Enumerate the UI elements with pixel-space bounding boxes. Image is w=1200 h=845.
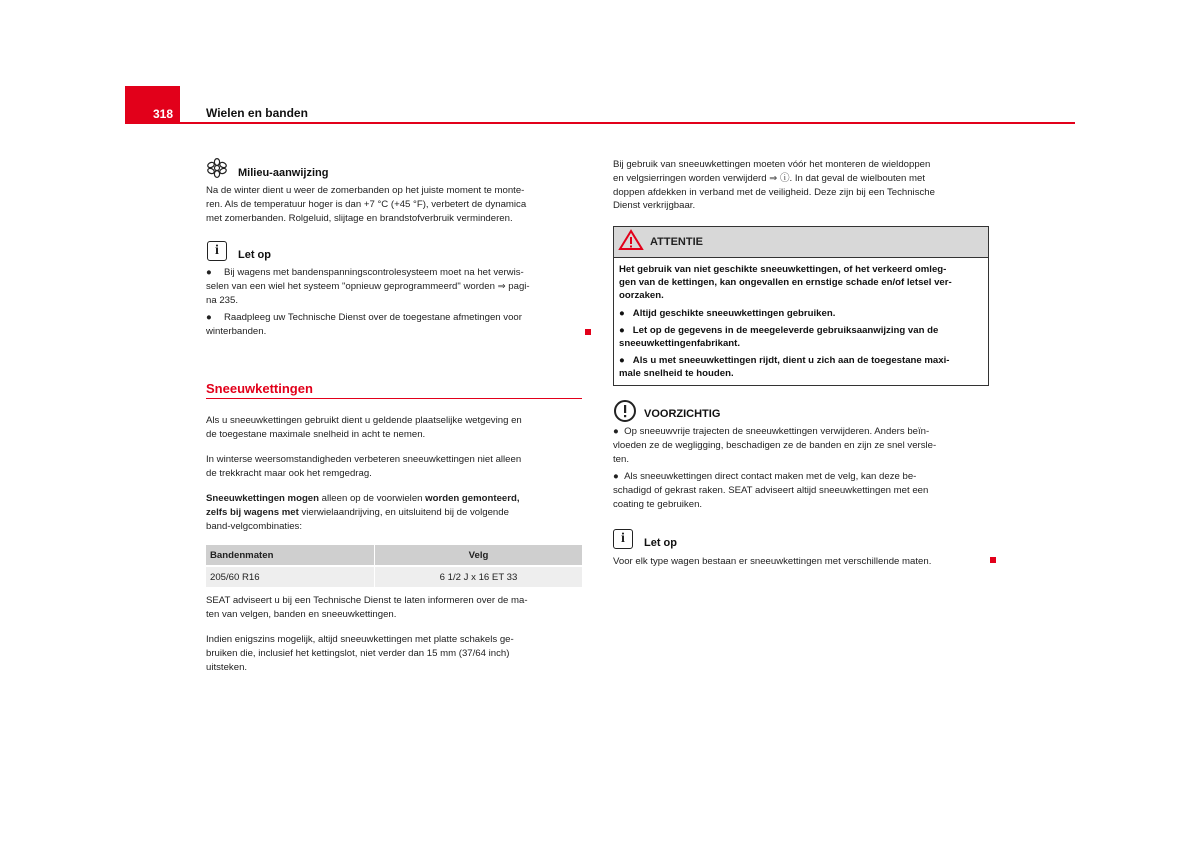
column-header: Velg: [375, 545, 583, 566]
list-item: [206, 266, 586, 280]
paragraph-line: uitsteken.: [206, 661, 248, 673]
warning-header: [614, 227, 988, 258]
milieu-title: Milieu-aanwijzing: [238, 167, 329, 179]
bullet-icon: ●: [206, 267, 212, 278]
caution-title: VOORZICHTIG: [644, 408, 721, 420]
column-header: Bandenmaten: [206, 545, 375, 566]
warning-line: Let op de gegevens in de meegeleverde gebruiksaanwijzing van de: [632, 324, 939, 336]
bullet-line: Als sneeuwkettingen direct contact maken met de velg, kan deze be-: [624, 471, 917, 483]
paragraph-line: de trekkracht maar ook het remgedrag.: [206, 467, 372, 479]
page-number: 318: [125, 86, 180, 124]
warning-body: [614, 258, 988, 390]
list-item: ● Let op de gegevens in de meegeleverde gebruiksaanwijzing van de sneeuwkettingenfabrikant.: [619, 324, 983, 350]
bullet-line: coating te gebruiken.: [613, 498, 703, 510]
warning-line: gen van de kettingen, kan ongevallen en ernstige schade en/of letsel ver-: [619, 277, 952, 289]
info-icon: i: [207, 241, 227, 261]
list-item: ● Als u met sneeuwkettingen rijdt, dient u zich aan de toegestane maxi- male snelheid te houden.: [619, 354, 983, 380]
list-item: [206, 311, 586, 325]
paragraph-line: Dienst verkrijgbaar.: [613, 200, 696, 212]
warning-line: Het gebruik van niet geschikte sneeuwkettingen, of het verkeerd omleg-: [619, 264, 947, 275]
caution-bullets: [613, 425, 993, 512]
paragraph: [206, 594, 586, 622]
warning-line: Altijd geschikte sneeuwkettingen gebruiken.: [632, 307, 836, 319]
letop-bullets: [206, 266, 586, 339]
end-marker: [585, 329, 591, 335]
paragraph-line: bruiken die, inclusief het kettingslot, niet verder dan 15 mm (37/64 inch): [206, 647, 510, 659]
warning-intro: [619, 263, 983, 303]
paragraph-line: band-velgcombinaties:: [206, 520, 302, 532]
warning-line: Als u met sneeuwkettingen rijdt, dient u zich aan de toegestane maxi-: [632, 355, 950, 367]
bold-text: worden gemonteerd,: [425, 493, 520, 504]
bold-text: zelfs bij wagens met: [206, 506, 299, 518]
paragraph-line: In winterse weersomstandigheden verbeteren sneeuwkettingen niet alleen: [206, 454, 522, 465]
bullet-line: vloeden ze de wegligging, beschadigen ze de banden en zijn ze snel versle-: [613, 439, 937, 451]
table-cell: 6 1/2 J x 16 ET 33: [375, 566, 583, 587]
paragraph-line: Indien enigszins mogelijk, altijd sneeuwkettingen met platte schakels ge-: [206, 634, 514, 645]
table-row: [206, 566, 582, 587]
letop-title: Let op: [644, 537, 677, 549]
environment-icon: [206, 158, 228, 183]
paragraph: [206, 633, 586, 674]
paragraph: [206, 492, 586, 533]
list-item: ● Op sneeuwvrije trajecten de sneeuwkettingen verwijderen. Anders beïn-: [613, 426, 930, 437]
section-heading: Sneeuwkettingen: [206, 381, 313, 396]
right-intro: [613, 158, 993, 213]
section-divider: [206, 398, 582, 399]
bullet-line: na 235.: [206, 294, 239, 306]
bold-text: Sneeuwkettingen mogen: [206, 493, 320, 504]
letop-text: Voor elk type wagen bestaan er sneeuwkettingen met verschillende maten.: [613, 556, 932, 567]
milieu-line: met zomerbanden. Rolgeluid, slijtage en brandstofverbruik verminderen.: [206, 212, 513, 224]
header-divider: [180, 122, 1075, 124]
paragraph-line: Als u sneeuwkettingen gebruikt dient u geldende plaatselijke wetgeving en: [206, 415, 522, 426]
paragraph-line: Bij gebruik van sneeuwkettingen moeten vóór het monteren de wieldoppen: [613, 159, 931, 170]
milieu-text: [206, 184, 586, 225]
milieu-line: ren. Als de temperatuur hoger is dan +7 °C (+45 °F), verbetert de dynamica: [206, 198, 527, 210]
paragraph-line: SEAT adviseert u bij een Technische Dienst te laten informeren over de ma-: [206, 595, 528, 606]
list-item: ● Als sneeuwkettingen direct contact maken met de velg, kan deze be-: [613, 471, 917, 483]
paragraph: [206, 414, 586, 442]
paragraph: [206, 453, 586, 481]
letop-title: Let op: [238, 249, 271, 261]
info-icon: i: [613, 529, 633, 549]
warning-triangle-icon: [618, 229, 644, 256]
warning-line: sneeuwkettingenfabrikant.: [619, 338, 741, 350]
bullet-icon: ●: [206, 312, 212, 324]
paragraph-line: en velgsierringen worden verwijderd ⇒ ⓘ. In dat geval de wielbouten met: [613, 172, 926, 184]
warning-title: ATTENTIE: [650, 236, 703, 248]
list-item: ● Altijd geschikte sneeuwkettingen gebruiken.: [619, 307, 836, 319]
size-table: [206, 545, 582, 587]
chapter-title: Wielen en banden: [206, 106, 308, 120]
milieu-line: Na de winter dient u weer de zomerbanden op het juiste moment te monte-: [206, 185, 525, 196]
warning-line: male snelheid te houden.: [619, 368, 734, 380]
bullet-line: Raadpleeg uw Technische Dienst over de toegestane afmetingen voor: [224, 312, 522, 324]
bullet-line: Op sneeuwvrije trajecten de sneeuwkettingen verwijderen. Anders beïn-: [624, 426, 930, 437]
caution-icon: [613, 399, 637, 428]
bullet-line: ten.: [613, 453, 630, 465]
bullet-line: Bij wagens met bandenspanningscontrolesysteem moet na het verwis-: [224, 267, 524, 278]
table-cell: 205/60 R16: [206, 566, 375, 587]
paragraph-line: ten van velgen, banden en sneeuwkettingen.: [206, 608, 397, 620]
end-marker: [990, 557, 996, 563]
paragraph-line: de toegestane maximale snelheid in acht te nemen.: [206, 428, 426, 440]
warning-line: oorzaken.: [619, 290, 664, 302]
text: alleen op de voorwielen: [319, 493, 426, 504]
warning-box: [613, 226, 989, 386]
paragraph-line: doppen afdekken in verband met de veiligheid. Deze zijn bij een Technische: [613, 186, 935, 198]
text: vierwielaandrijving, en uitsluitend bij de volgende: [298, 506, 509, 518]
bullet-line: schadigd of gekrast raken. SEAT adviseert altijd sneeuwkettingen met een: [613, 485, 929, 497]
table-header-row: [206, 545, 582, 566]
bullet-line: selen van een wiel het systeem "opnieuw geprogrammeerd" worden ⇒ pagi-: [206, 280, 530, 292]
bullet-line: winterbanden.: [206, 326, 267, 338]
